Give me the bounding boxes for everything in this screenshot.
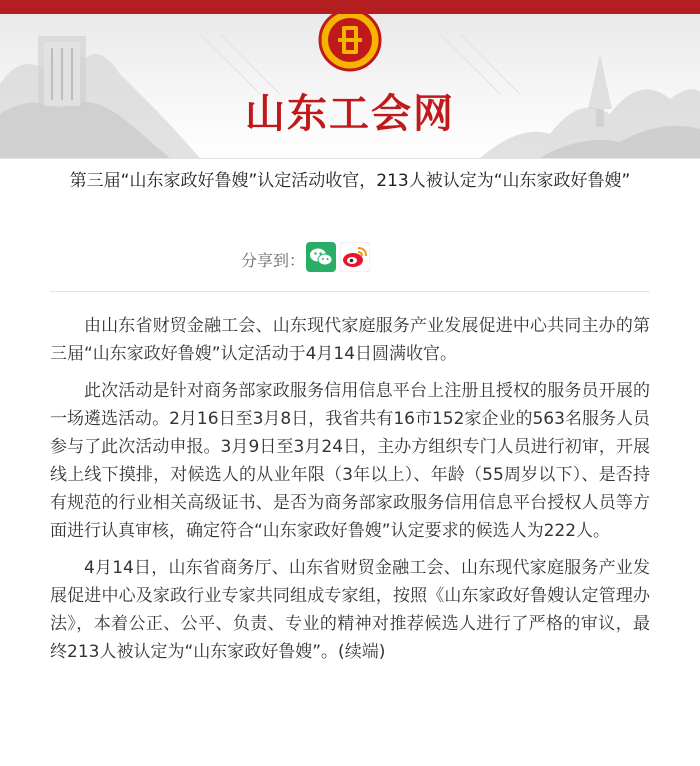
article-paragraph: 由山东省财贸金融工会、山东现代家庭服务产业发展促进中心共同主办的第三届“山东家政好鲁嫂”认定活动于4月14日圆满收官。 [50, 316, 650, 364]
weibo-icon[interactable] [340, 242, 370, 272]
trade-union-emblem-icon [318, 14, 382, 72]
article-body [50, 312, 650, 675]
top-brand-strip [0, 0, 700, 14]
header-divider [0, 158, 700, 159]
site-title: 山东工会网 [245, 90, 455, 137]
article-paragraph: 4月14日，山东省商务厅、山东省财贸金融工会、山东现代家庭服务产业发展促进中心及家政行业专家共同组成专家组，按照《山东家政好鲁嫂认定管理办法》，本着公正、公平、负责、专业的精神对推荐候选人进行了严格的审议，最终213人被认定为“山东家政好鲁嫂”。(续端) [50, 558, 650, 662]
content-divider [50, 291, 650, 292]
share-bar [0, 242, 700, 274]
article-paragraph: 此次活动是针对商务部家政服务信用信息平台上注册且授权的服务员开展的一场遴选活动。2月16日至3月8日，我省共有16市152家企业的563名服务人员参与了此次活动申报。3月9日至3月24日，主办方组织专门人员进行初审，开展线上线下摸排，对候选人的从业年限（3年以上）、年龄（55周岁以下）、是否持有规范的行业相关高级证书、是否为商务部家政服务信用信息平台授权人员等方面进行认真审核，确定符合“山东家政好鲁嫂”认定要求的候选人为222人。 [50, 381, 650, 541]
site-header [0, 14, 700, 158]
article-title: 第三届“山东家政好鲁嫂”认定活动收官，213人被认定为“山东家政好鲁嫂” [69, 171, 631, 191]
share-label: 分享到： [241, 251, 306, 270]
wechat-icon[interactable] [306, 242, 336, 272]
